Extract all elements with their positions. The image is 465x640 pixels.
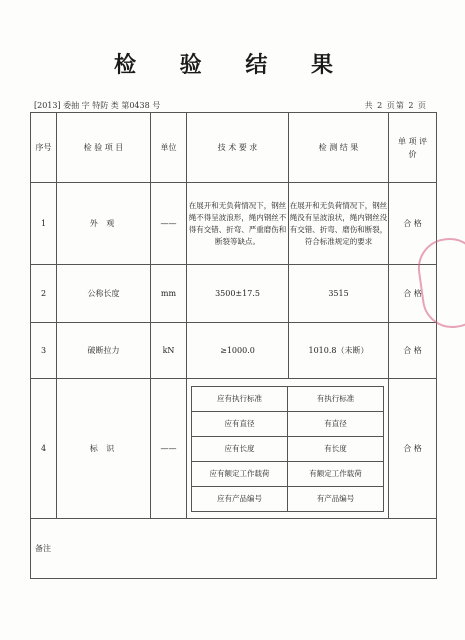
row4-sub-container: [187, 379, 389, 519]
sub-result: 有执行标准: [288, 386, 384, 411]
sub-row: [192, 461, 384, 486]
row4-item: 标 识: [57, 379, 151, 519]
row2-verdict: 合 格: [389, 265, 437, 323]
header-seq: 序号: [31, 113, 57, 183]
row2-seq: 2: [31, 265, 57, 323]
row1-seq: 1: [31, 183, 57, 265]
row1-item: 外 观: [57, 183, 151, 265]
sub-row: [192, 411, 384, 436]
row1-unit: ——: [151, 183, 187, 265]
sub-result: 有产品编号: [288, 486, 384, 511]
page-info: 共 2 页第 2 页: [364, 101, 427, 110]
table-header-row: [31, 113, 437, 183]
table-row: [31, 183, 437, 265]
row1-requirement: 在展开和无负荷情况下，钢丝绳不得呈波浪形，绳内钢丝不得有交错、折弯、严重磨伤和断裂等缺点。: [187, 183, 289, 265]
row3-item: 破断拉力: [57, 323, 151, 379]
remarks-label: 备注: [35, 544, 51, 553]
row4-verdict: 合 格: [389, 379, 437, 519]
row2-result: 3515: [289, 265, 389, 323]
row3-requirement: ≥1000.0: [187, 323, 289, 379]
sub-result: 有长度: [288, 436, 384, 461]
sub-requirement: 应有产品编号: [192, 486, 288, 511]
sub-requirement: 应有直径: [192, 411, 288, 436]
row3-verdict: 合 格: [389, 323, 437, 379]
report-number: [2013] 委抽 字 特防 类 第0438 号: [34, 101, 161, 110]
row2-item: 公称长度: [57, 265, 151, 323]
row3-unit: kN: [151, 323, 187, 379]
page-title: 检 验 结 果: [114, 52, 351, 78]
header-item: 检 验 项 目: [57, 113, 151, 183]
header-result: 检 测 结 果: [289, 113, 389, 183]
sub-row: [192, 486, 384, 511]
header-verdict: 单 项 评 价: [389, 113, 437, 183]
table-row: [31, 265, 437, 323]
sub-requirement: 应有执行标准: [192, 386, 288, 411]
row4-seq: 4: [31, 379, 57, 519]
row1-verdict: 合 格: [389, 183, 437, 265]
inspection-results-table: [30, 112, 437, 579]
table-row: [31, 323, 437, 379]
row1-result: 在展开和无负荷情况下，钢丝绳没有呈波浪状，绳内钢丝没有交错、折弯、磨伤和断裂，符合标准规定的要求: [289, 183, 389, 265]
sub-row: [192, 436, 384, 461]
sub-requirement: 应有额定工作载荷: [192, 461, 288, 486]
row4-unit: ——: [151, 379, 187, 519]
table-row: [31, 379, 437, 519]
remarks-row: [31, 519, 437, 579]
sub-result: 有额定工作载荷: [288, 461, 384, 486]
remarks-cell: [31, 519, 437, 579]
header-unit: 单位: [151, 113, 187, 183]
header-requirement: 技 术 要 求: [187, 113, 289, 183]
row2-requirement: 3500±17.5: [187, 265, 289, 323]
row3-result: 1010.8（未断）: [289, 323, 389, 379]
row3-seq: 3: [31, 323, 57, 379]
sub-row: [192, 386, 384, 411]
sub-requirement: 应有长度: [192, 436, 288, 461]
marking-subtable: [191, 386, 384, 512]
row2-unit: mm: [151, 265, 187, 323]
sub-result: 有直径: [288, 411, 384, 436]
